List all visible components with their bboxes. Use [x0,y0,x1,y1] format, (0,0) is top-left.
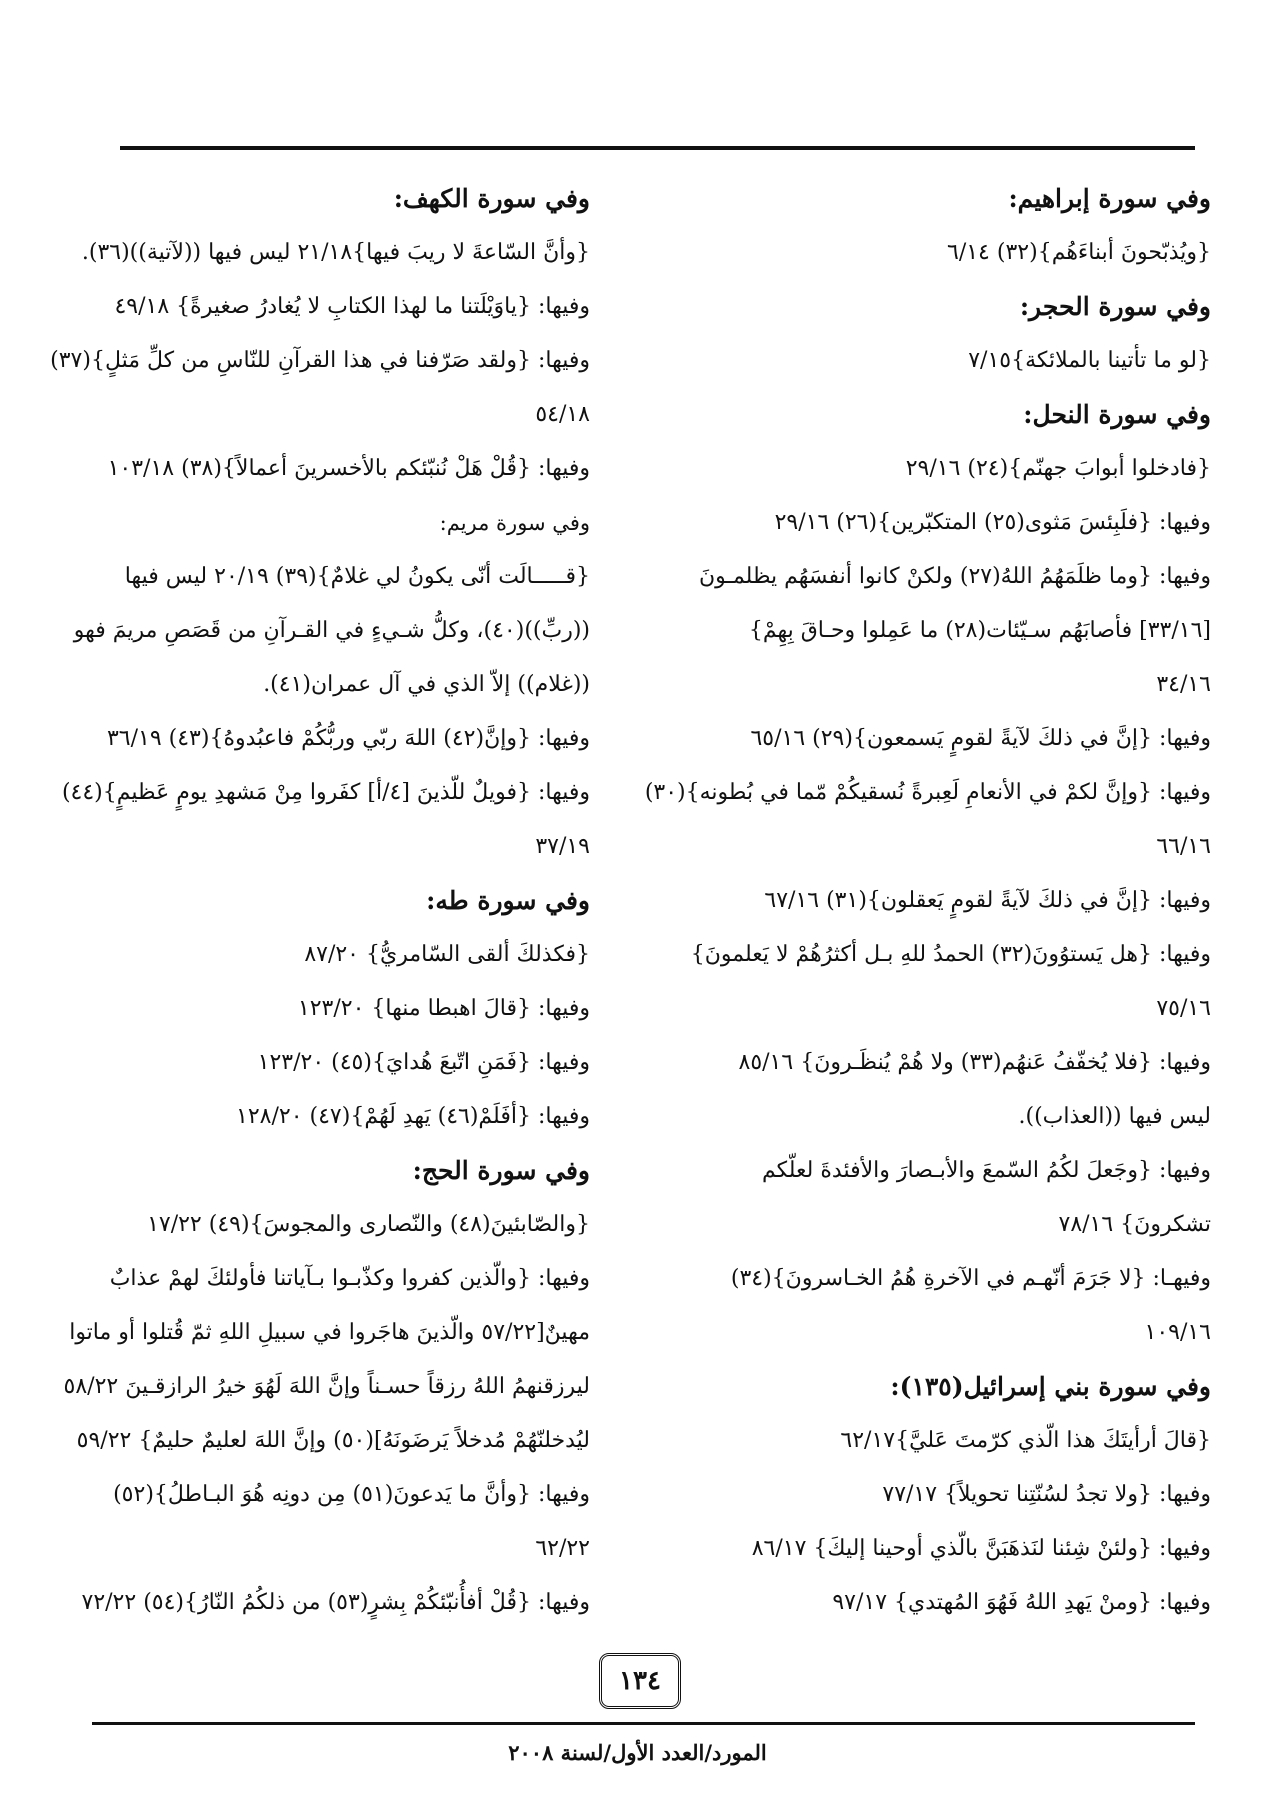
text-line: وفيها: {إنَّ في ذلكَ لآيةً لقومٍ يَسمعون}(٢٩) ٦٥/١٦ [750,726,1211,751]
text-line: وفيها: {قُلْ هَلْ نُنبّئكم بالأخسرينَ أعمالاً}(٣٨) ١٠٣/١٨ [107,456,590,481]
surah-heading: وفي سورة النحل: [1023,400,1211,429]
text-line: تشكرونَ} ٧٨/١٦ [1058,1212,1211,1237]
text-line: ١٠٩/١٦ [1144,1320,1211,1345]
text-line: [٣٣/١٦] فأصابَهُم سـيّئات(٢٨) ما عَمِلوا وحـاقَ بِهِمْ} [748,618,1211,643]
text-line: ٣٧/١٩ [535,834,590,859]
text-line: وفيها: {قالَ اهبطا منها} ١٢٣/٢٠ [297,996,590,1021]
text-line: وفيها: {والّذين كفروا وكذّبـوا بـآياتنا فأولئكَ لهمْ عذابٌ [109,1266,590,1291]
text-line: وفيها: {ولقد صَرّفنا في هذا القرآنِ للنّاسِ من كلِّ مَثلٍ}(٣٧) [50,348,590,373]
text-line: وفيها: {وما ظلَمَهُمُ اللهُ(٢٧) ولكنْ كانوا أنفسَهُم يظلمـونَ [698,564,1211,589]
text-line: {لو ما تأتينا بالملائكة}٧/١٥ [968,348,1211,373]
text-line: ليرزقنهمُ اللهُ رزقاً حسـناً وإنَّ اللهَ لَهُوَ خيرُ الرازقـينَ ٥٨/٢٢ [63,1374,590,1399]
page-number: ١٣٤ [599,1653,681,1709]
text-line: ((غلام)) إلاّ الذي في آل عمران(٤١). [263,672,590,697]
text-line: وفيها: {إنَّ في ذلكَ لآيةً لقومٍ يَعقلون}(٣١) ٦٧/١٦ [764,888,1211,913]
text-line: وفيها: {فلا يُخفّفُ عَنهُم(٣٣) ولا هُمْ يُنظَـرونَ} ٨٥/١٦ [738,1050,1211,1075]
text-line: وفيها: {وجَعلَ لكُمُ السّمعَ والأبـصارَ والأفئدةَ لعلّكم [761,1158,1211,1183]
text-line: وفيها: {ياوَيْلَتنا ما لهذا الكتابِ لا يُغادرُ صغيرةً} ٤٩/١٨ [114,294,590,319]
text-line: وفيها: {وإنَّ لكمْ في الأنعامِ لَعِبرةً نُسقيكُمْ مّما في بُطونه}(٣٠) [644,780,1211,805]
text-line: {فكذلكَ ألقى السّامريُّ} ٨٧/٢٠ [304,942,590,967]
text-line: ٦٦/١٦ [1156,834,1211,859]
text-line: ٥٤/١٨ [535,402,590,427]
text-line: وفيها: {فلَبِئسَ مَثوى(٢٥) المتكبّرين}(٢٦) ٢٩/١٦ [774,510,1211,535]
text-line: ليس فيها ((العذاب)). [1018,1104,1211,1129]
text-line: وفيها: {ولئنْ شِئنا لنَذهَبَنَّ بالّذي أوحينا إليكَ} ٨٦/١٧ [751,1536,1211,1561]
bottom-rule [92,1722,1195,1725]
text-line: {والصّابئينَ(٤٨) والنّصارى والمجوسَ}(٤٩) ١٧/٢٢ [147,1212,590,1237]
text-line: وفيها: {فَمَنِ اتّبعَ هُدايَ}(٤٥) ١٢٣/٢٠ [257,1050,590,1075]
text-line: {قالَ أرأيتَكَ هذا الّذي كرّمتَ عَليَّ}٦٢/١٧ [840,1428,1211,1453]
surah-heading: وفي سورة الكهف: [393,184,590,213]
text-line: {ويُذبّحونَ أبناءَهُم}(٣٢) ٦/١٤ [947,240,1211,265]
left-column [40,172,590,1630]
text-line: {فادخلوا أبوابَ جهنّم}(٢٤) ٢٩/١٦ [905,456,1211,481]
text-line: ((ربِّ))(٤٠)، وكلُّ شـيءٍ في القـرآنِ من قَصَصِ مريمَ فهو [73,618,590,643]
right-column [641,172,1211,1630]
text-line: وفيها: {فويلٌ للّذينَ [٤/أ] كفَروا مِنْ مَشهدِ يومٍ عَظيمٍ}(٤٤) [61,780,590,805]
surah-heading: وفي سورة بني إسرائيل(١٣٥): [890,1372,1211,1401]
text-line: ٦٢/٢٢ [535,1536,590,1561]
surah-heading: وفي سورة الحجر: [1019,292,1211,321]
surah-heading: وفي سورة مريم: [439,511,590,535]
text-line: وفيها: {أفَلَمْ(٤٦) يَهدِ لَهُمْ}(٤٧) ١٢٨/٢٠ [236,1104,590,1129]
text-line: ٧٥/١٦ [1156,996,1211,1021]
top-rule [120,146,1195,150]
surah-heading: وفي سورة طه: [426,886,590,915]
text-line: مهينٌ[٥٧/٢٢ والّذينَ هاجَروا في سبيلِ اللهِ ثمّ قُتلوا أو ماتوا [69,1320,590,1345]
surah-heading: وفي سورة إبراهيم: [1008,184,1211,213]
text-line: وفيها: {ومنْ يَهدِ اللهُ فَهُوَ المُهتدي} ٩٧/١٧ [832,1590,1211,1615]
text-line: وفيها: {هل يَستوُونَ(٣٢) الحمدُ للهِ بـل أكثرُهُمْ لا يَعلمونَ} [690,942,1211,967]
text-line: {قـــــالَت أنّى يكونُ لي غلامٌ}(٣٩) ٢٠/١٩ ليس فيها [124,564,590,589]
text-line: ٣٤/١٦ [1156,672,1211,697]
text-line: وفيها: {وإنَّ(٤٢) اللهَ ربّي وربُّكُمْ فاعبُدوهُ}(٤٣) ٣٦/١٩ [106,726,590,751]
text-line: وفيها: {قُلْ أفأُنبّئكُمْ بِشرٍ(٥٣) من ذلكُمُ النّارُ}(٥٤) ٧٢/٢٢ [81,1590,590,1615]
text-line: وفيها: {ولا تجدُ لسُنّتِنا تحويلاً} ٧٧/١٧ [882,1482,1211,1507]
text-line: وفيهـا: {لا جَرَمَ أنّهـم في الآخرةِ هُمُ الخـاسرونَ}(٣٤) [730,1266,1211,1291]
surah-heading: وفي سورة الحج: [412,1156,590,1185]
text-line: ليُدخلنّهُمْ مُدخلاً يَرضَونَهُ](٥٠) وإنَّ اللهَ لعليمٌ حليمٌ} ٥٩/٢٢ [76,1428,590,1453]
text-line: وفيها: {وأنَّ ما يَدعونَ(٥١) مِن دونِه هُوَ البـاطلُ}(٥٢) [113,1482,590,1507]
journal-footer: المورد/العدد الأول/لسنة ٢٠٠٨ [508,1740,767,1765]
text-line: {وأنَّ السّاعةَ لا ريبَ فيها}٢١/١٨ ليس فيها ((لآتية))(٣٦). [81,240,590,265]
